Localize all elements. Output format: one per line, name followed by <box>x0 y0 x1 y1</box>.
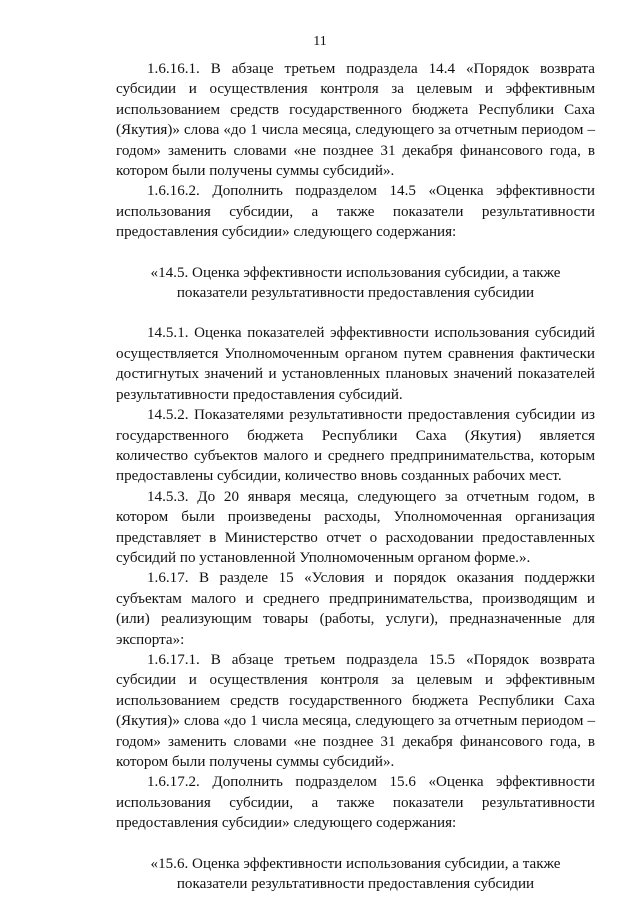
paragraph-1-6-17-2: 1.6.17.2. Дополнить подразделом 15.6 «Оценка эффективности использования субсидии, а также показатели результативности предоставления субсидии» следующего содержания: <box>116 774 595 832</box>
paragraph-1-6-17-1: 1.6.17.1. В абзаце третьем подраздела 15.5 «Порядок возврата субсидии и осуществления контроля за целевым и эффективным использованием средств государственного бюджета Республики Саха (Якутия)» слова «до 1 числа месяца, следующего за отчетным периодом – годом» заменить словами «не позднее 31 декабря финансового года, в котором были получены суммы субсидий». <box>116 651 595 770</box>
page-number: 11 <box>313 34 327 49</box>
paragraph-1-6-17: 1.6.17. В разделе 15 «Условия и порядок оказания поддержки субъектам малого и среднего предпринимательства, производящим и (или) реализующим товары (работы, услуги), предназначенные для экспорта»: <box>116 570 595 648</box>
paragraph-1-6-16-1: 1.6.16.1. В абзаце третьем подраздела 14.4 «Порядок возврата субсидии и осуществления контроля за целевым и эффективным использованием средств государственного бюджета Республики Саха (Якутия)» слова «до 1 числа месяца, следующего за отчетным периодом – годом» заменить словами «не позднее 31 декабря финансового года, в котором были получены суммы субсидий». <box>116 61 595 180</box>
paragraph-14-5-1: 14.5.1. Оценка показателей эффективности использования субсидий осуществляется Уполномоченным органом путем сравнения фактически достигнутых значений и установленных плановых значений показателей результативности предоставления субсидий. <box>116 325 595 403</box>
section-heading-15-6: «15.6. Оценка эффективности использования субсидии, а также показатели результативности предоставления субсидии <box>150 855 561 893</box>
paragraph-14-5-2: 14.5.2. Показателями результативности предоставления субсидии из государственного бюджета Республики Саха (Якутия) является количество субъектов малого и среднего предпринимательства, которым предоставлены субсидии, количество вновь созданных рабочих мест. <box>116 407 595 485</box>
document-body <box>116 59 595 894</box>
section-heading-14-5: «14.5. Оценка эффективности использования субсидии, а также показатели результативности предоставления субсидии <box>150 264 561 302</box>
paragraph-1-6-16-2: 1.6.16.2. Дополнить подразделом 14.5 «Оценка эффективности использования субсидии, а также показатели результативности предоставления субсидии» следующего содержания: <box>116 183 595 241</box>
paragraph-14-5-3: 14.5.3. До 20 января месяца, следующего за отчетным годом, в котором были произведены расходы, Уполномоченная организация представляет в Министерство отчет о расходовании предоставленных субсидий по установленной Уполномоченным органом форме.». <box>116 488 595 566</box>
